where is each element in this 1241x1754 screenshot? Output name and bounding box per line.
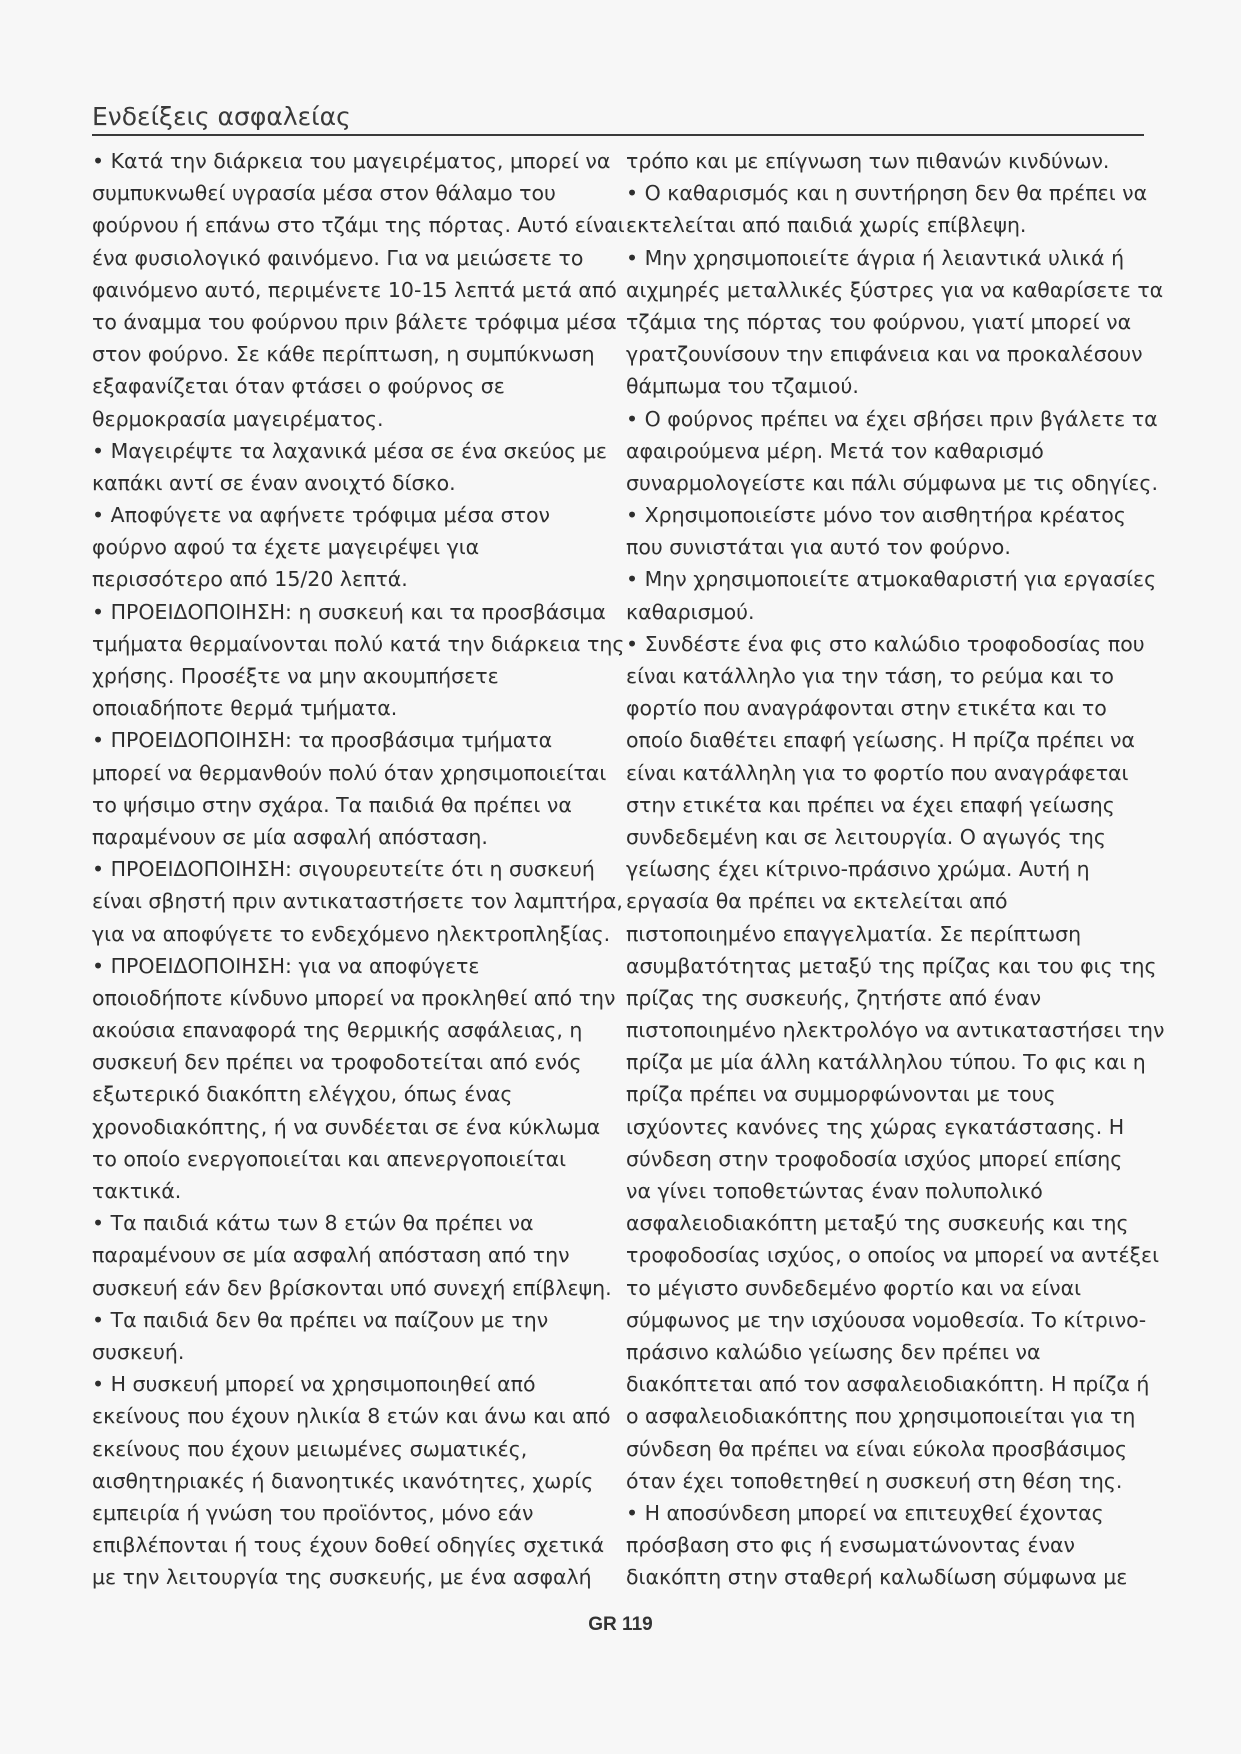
text-line: αισθητηριακές ή διανοητικές ικανότητες, χωρίς xyxy=(92,1468,594,1493)
text-line: όταν έχει τοποθετηθεί η συσκευή στη θέση της. xyxy=(626,1468,1123,1493)
text-line: • ΠΡΟΕΙΔΟΠΟΙΗΣΗ: σιγουρευτείτε ότι η συσκευή xyxy=(92,857,595,882)
text-line: τζάμια της πόρτας του φούρνου, γιατί μπορεί να xyxy=(626,309,1132,334)
text-line: ένα φυσιολογικό φαινόμενο. Για να μειώσετε το xyxy=(92,245,584,270)
right-column xyxy=(626,145,1186,1593)
text-line: • ΠΡΟΕΙΔΟΠΟΙΗΣΗ: για να αποφύγετε xyxy=(92,953,480,978)
text-line: • Η αποσύνδεση μπορεί να επιτευχθεί έχοντας xyxy=(626,1500,1104,1525)
text-line: • ΠΡΟΕΙΔΟΠΟΙΗΣΗ: η συσκευή και τα προσβάσιμα xyxy=(92,599,606,624)
text-line: είναι σβηστή πριν αντικαταστήσετε τον λαμπτήρα, xyxy=(92,889,623,914)
text-line: καθαρισμού. xyxy=(626,599,755,624)
text-line: μπορεί να θερμανθούν πολύ όταν χρησιμοποιείται xyxy=(92,760,607,785)
text-line: για να αποφύγετε το ενδεχόμενο ηλεκτροπληξίας. xyxy=(92,921,611,946)
text-line: ακούσια επαναφορά της θερμικής ασφάλειας, η xyxy=(92,1018,583,1043)
text-line: εκτελείται από παιδιά χωρίς επίβλεψη. xyxy=(626,213,1027,238)
text-line: οποίο διαθέτει επαφή γείωσης. Η πρίζα πρέπει να xyxy=(626,728,1135,753)
text-line: οποιοδήποτε κίνδυνο μπορεί να προκληθεί από την xyxy=(92,985,616,1010)
text-line: γρατζουνίσουν την επιφάνεια και να προκαλέσουν xyxy=(626,342,1143,367)
text-line: ισχύοντες κανόνες της χώρας εγκατάστασης. Η xyxy=(626,1114,1125,1139)
text-line: πιστοποιημένο επαγγελματία. Σε περίπτωση xyxy=(626,921,1082,946)
text-line: τμήματα θερμαίνονται πολύ κατά την διάρκεια της xyxy=(92,631,625,656)
text-line: διακόπτη στην σταθερή καλωδίωση σύμφωνα με xyxy=(626,1565,1128,1590)
text-line: παραμένουν σε μία ασφαλή απόσταση. xyxy=(92,824,488,849)
text-line: ασφαλειοδιακόπτη μεταξύ της συσκευής και της xyxy=(626,1211,1129,1236)
text-line: εκείνους που έχουν μειωμένες σωματικές, xyxy=(92,1436,528,1461)
text-line: γείωσης έχει κίτρινο-πράσινο χρώμα. Αυτή η xyxy=(626,857,1090,882)
text-line: πιστοποιημένο ηλεκτρολόγο να αντικαταστήσει την xyxy=(626,1018,1165,1043)
text-line: • Τα παιδιά κάτω των 8 ετών θα πρέπει να xyxy=(92,1211,534,1236)
text-line: εξαφανίζεται όταν φτάσει ο φούρνος σε xyxy=(92,374,505,399)
text-line: φούρνο αφού τα έχετε μαγειρέψει για xyxy=(92,535,480,560)
text-line: είναι κατάλληλο για την τάση, το ρεύμα και το xyxy=(626,664,1114,688)
section-heading: Ενδείξεις ασφαλείας xyxy=(92,100,1144,136)
text-line: • Κατά την διάρκεια του μαγειρέματος, μπορεί να xyxy=(92,149,611,173)
text-line: σύμφωνος με την ισχύουσα νομοθεσία. Το κίτρινο- xyxy=(626,1307,1147,1332)
text-line: πρόσβαση στο φις ή ενσωματώνοντας έναν xyxy=(626,1533,1075,1558)
text-line: • Μην χρησιμοποιείτε άγρια ή λειαντικά υλικά ή xyxy=(626,245,1125,270)
text-line: αιχμηρές μεταλλικές ξύστρες για να καθαρίσετε τα xyxy=(626,277,1164,302)
text-line: ο ασφαλειοδιακόπτης που χρησιμοποιείται για τη xyxy=(626,1404,1136,1429)
text-line: πρίζα πρέπει να συμμορφώνονται με τους xyxy=(626,1082,1056,1107)
text-line: το ψήσιμο στην σχάρα. Τα παιδιά θα πρέπει να xyxy=(92,792,572,817)
text-line: πρίζα με μία άλλη κατάλληλου τύπου. Το φις και η xyxy=(626,1050,1146,1075)
text-line: θάμπωμα του τζαμιού. xyxy=(626,374,859,399)
text-line: σύνδεση στην τροφοδοσία ισχύος μπορεί επίσης xyxy=(626,1146,1123,1171)
page-number: GR 119 xyxy=(588,1614,653,1635)
text-line: φούρνου ή επάνω στο τζάμι της πόρτας. Αυτό είναι xyxy=(92,213,625,238)
text-line: • Ο φούρνος πρέπει να έχει σβήσει πριν βγάλετε τα xyxy=(626,406,1158,431)
text-line: χρονοδιακόπτης, ή να συνδέεται σε ένα κύκλωμα xyxy=(92,1114,601,1139)
text-line: • ΠΡΟΕΙΔΟΠΟΙΗΣΗ: τα προσβάσιμα τμήματα xyxy=(92,728,553,753)
text-line: τροφοδοσίας ισχύος, ο οποίος να μπορεί να αντέξει xyxy=(626,1243,1160,1268)
text-line: συμπυκνωθεί υγρασία μέσα στον θάλαμο του xyxy=(92,181,556,206)
text-line: • Αποφύγετε να αφήνετε τρόφιμα μέσα στον xyxy=(92,503,550,528)
text-line: είναι κατάλληλη για το φορτίο που αναγράφεται xyxy=(626,760,1129,785)
text-line: σύνδεση θα πρέπει να είναι εύκολα προσβάσιμος xyxy=(626,1436,1127,1461)
text-line: • Μαγειρέψτε τα λαχανικά μέσα σε ένα σκεύος με xyxy=(92,438,607,463)
text-line: • Μην χρησιμοποιείτε ατμοκαθαριστή για εργασίες xyxy=(626,567,1157,592)
text-line: καπάκι αντί σε έναν ανοιχτό δίσκο. xyxy=(92,470,456,495)
text-line: • Συνδέστε ένα φις στο καλώδιο τροφοδοσίας που xyxy=(626,631,1145,656)
text-line: • Η συσκευή μπορεί να χρησιμοποιηθεί από xyxy=(92,1372,536,1397)
text-line: αφαιρούμενα μέρη. Μετά τον καθαρισμό xyxy=(626,438,1044,463)
text-line: επιβλέπονται ή τους έχουν δοθεί οδηγίες σχετικά xyxy=(92,1533,605,1558)
text-line: • Ο καθαρισμός και η συντήρηση δεν θα πρέπει να xyxy=(626,181,1148,206)
text-line: συναρμολογείστε και πάλι σύμφωνα με τις οδηγίες. xyxy=(626,470,1158,495)
text-line: το άναμμα του φούρνου πριν βάλετε τρόφιμα μέσα xyxy=(92,309,617,334)
text-line: εξωτερικό διακόπτη ελέγχου, όπως ένας xyxy=(92,1082,513,1107)
text-line: φαινόμενο αυτό, περιμένετε 10-15 λεπτά μετά από xyxy=(92,277,617,302)
text-line: το μέγιστο συνδεδεμένο φορτίο και να είναι xyxy=(626,1275,1082,1300)
text-line: ασυμβατότητας μεταξύ της πρίζας και του φις της xyxy=(626,953,1157,978)
text-line: συσκευή δεν πρέπει να τροφοδοτείται από ενός xyxy=(92,1050,582,1075)
text-line: να γίνει τοποθετώντας έναν πολυπολικό xyxy=(626,1179,1043,1203)
text-line: φορτίο που αναγράφονται στην ετικέτα και το xyxy=(626,696,1107,721)
text-line: που συνιστάται για αυτό τον φούρνο. xyxy=(626,535,1011,560)
text-line: περισσότερο από 15/20 λεπτά. xyxy=(92,567,408,592)
text-line: χρήσης. Προσέξτε να μην ακουμπήσετε xyxy=(92,664,499,688)
text-line: • Χρησιμοποιείστε μόνο τον αισθητήρα κρέατος xyxy=(626,503,1126,528)
text-line: συσκευή εάν δεν βρίσκονται υπό συνεχή επίβλεψη. xyxy=(92,1275,612,1300)
text-line: πρίζας της συσκευής, ζητήστε από έναν xyxy=(626,985,1042,1010)
text-line: διακόπτεται από τον ασφαλειοδιακόπτη. Η πρίζα ή xyxy=(626,1372,1150,1397)
text-line: εμπειρία ή γνώση του προϊόντος, μόνο εάν xyxy=(92,1500,534,1525)
text-line: πράσινο καλώδιο γείωσης δεν πρέπει να xyxy=(626,1339,1041,1364)
left-column xyxy=(92,145,634,1593)
text-line: εκείνους που έχουν ηλικία 8 ετών και άνω και από xyxy=(92,1404,611,1429)
text-line: συσκευή. xyxy=(92,1339,185,1364)
text-line: τρόπο και με επίγνωση των πιθανών κινδύνων. xyxy=(626,149,1110,173)
text-line: οποιαδήποτε θερμά τμήματα. xyxy=(92,696,398,721)
text-line: θερμοκρασία μαγειρέματος. xyxy=(92,406,384,431)
text-line: με την λειτουργία της συσκευής, με ένα ασφαλή xyxy=(92,1565,592,1590)
text-line: στον φούρνο. Σε κάθε περίπτωση, η συμπύκνωση xyxy=(92,342,595,367)
text-line: στην ετικέτα και πρέπει να έχει επαφή γείωσης xyxy=(626,792,1115,817)
text-line: εργασία θα πρέπει να εκτελείται από xyxy=(626,889,1008,914)
text-line: • Τα παιδιά δεν θα πρέπει να παίζουν με την xyxy=(92,1307,549,1332)
text-line: παραμένουν σε μία ασφαλή απόσταση από την xyxy=(92,1243,570,1268)
text-line: τακτικά. xyxy=(92,1179,182,1203)
text-line: συνδεδεμένη και σε λειτουργία. Ο αγωγός της xyxy=(626,824,1106,849)
text-line: το οποίο ενεργοποιείται και απενεργοποιείται xyxy=(92,1146,567,1171)
